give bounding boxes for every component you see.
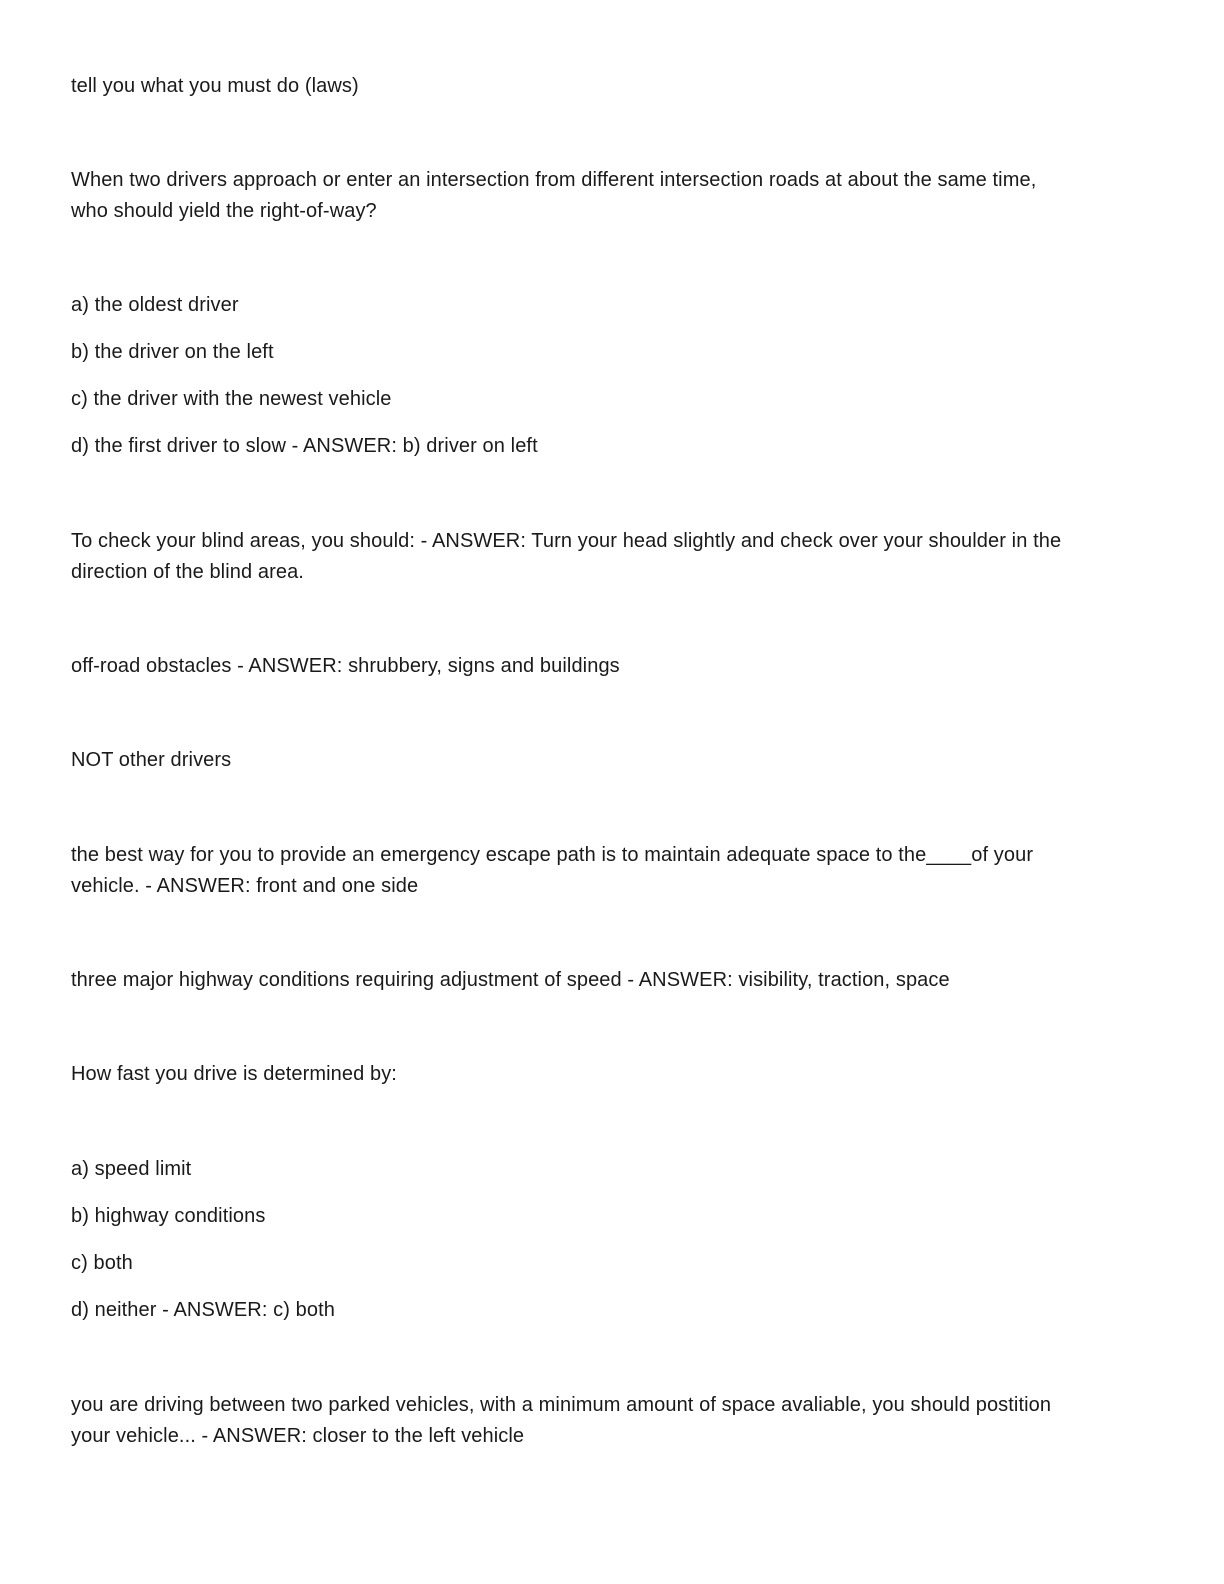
option-c-both: c) both: [71, 1252, 133, 1274]
option-c-newest-vehicle: c) the driver with the newest vehicle: [71, 388, 392, 410]
text-line-laws: tell you what you must do (laws): [71, 75, 359, 97]
question-parked-vehicles-line-2: your vehicle... - ANSWER: closer to the left vehicle: [71, 1425, 525, 1447]
question-right-of-way-line-1: When two drivers approach or enter an intersection from different intersection roads at about the same time,: [71, 169, 1037, 191]
question-parked-vehicles-line-1: you are driving between two parked vehicles, with a minimum amount of space avaliable, you should postition: [71, 1394, 1052, 1416]
question-off-road-obstacles: off-road obstacles - ANSWER: shrubbery, signs and buildings: [71, 655, 620, 677]
option-a-speed-limit: a) speed limit: [71, 1158, 192, 1180]
option-b-driver-on-left: b) the driver on the left: [71, 341, 274, 363]
option-b-highway-conditions: b) highway conditions: [71, 1205, 266, 1227]
option-d-first-driver-answer: d) the first driver to slow - ANSWER: b) driver on left: [71, 435, 538, 457]
question-escape-path-line-2: vehicle. - ANSWER: front and one side: [71, 875, 419, 897]
question-right-of-way-line-2: who should yield the right-of-way?: [71, 200, 377, 222]
option-d-neither-answer: d) neither - ANSWER: c) both: [71, 1299, 336, 1321]
question-escape-path-line-1: the best way for you to provide an emergency escape path is to maintain adequate space to the____of your: [71, 844, 1034, 866]
question-blind-areas-line-2: direction of the blind area.: [71, 561, 304, 583]
question-highway-conditions: three major highway conditions requiring adjustment of speed - ANSWER: visibility, traction, space: [71, 969, 950, 991]
option-a-oldest-driver: a) the oldest driver: [71, 294, 239, 316]
text-line-not-other-drivers: NOT other drivers: [71, 749, 232, 771]
question-blind-areas-line-1: To check your blind areas, you should: - ANSWER: Turn your head slightly and check over your shoulder in the: [71, 530, 1062, 552]
question-how-fast: How fast you drive is determined by:: [71, 1063, 397, 1085]
